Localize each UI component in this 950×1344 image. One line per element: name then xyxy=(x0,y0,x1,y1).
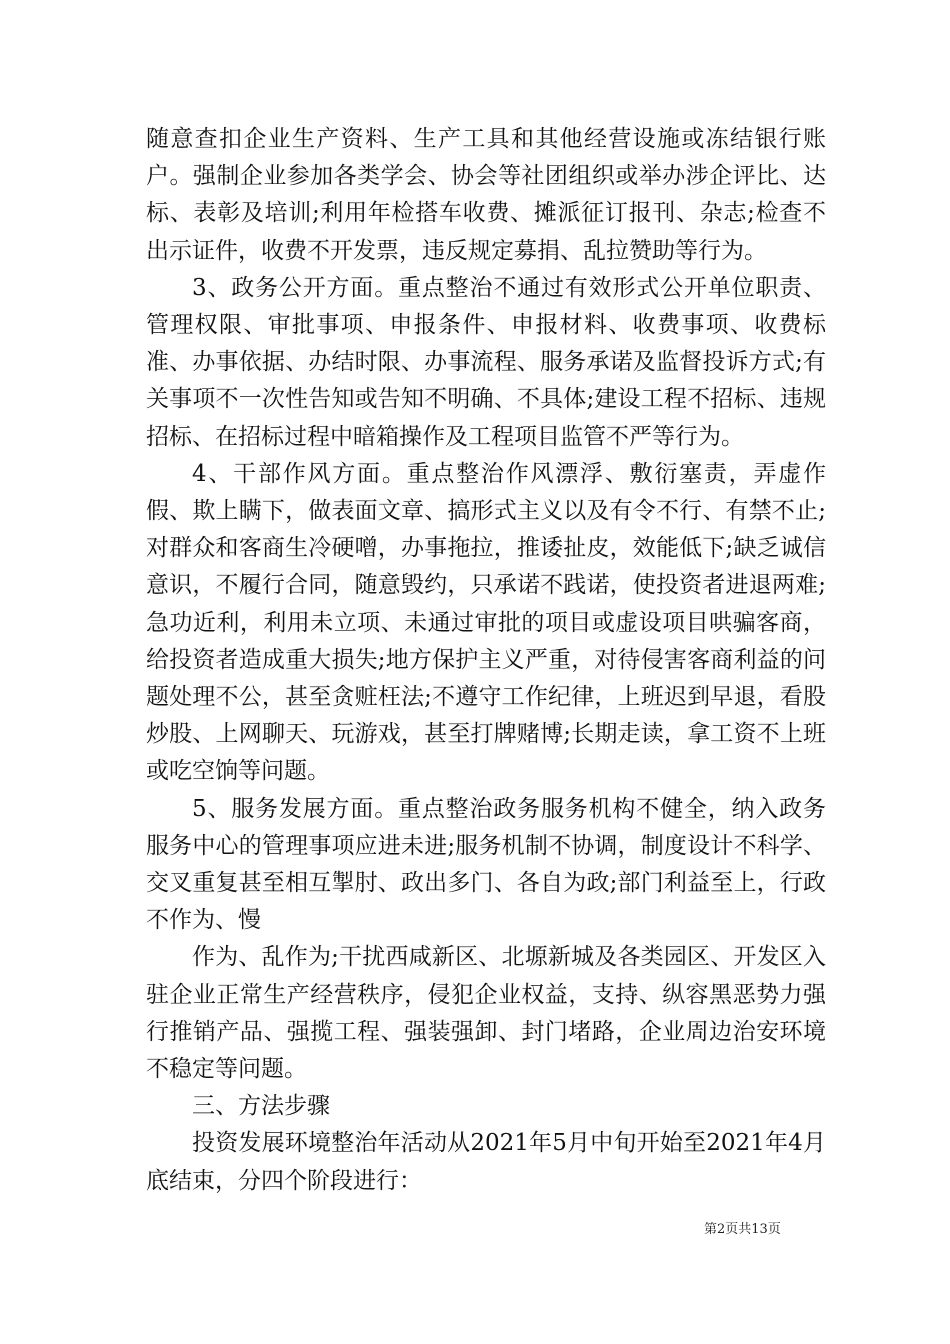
page-number: 第2页共13页 xyxy=(704,1222,781,1237)
paragraph-3: 4、干部作风方面。重点整治作风漂浮、敷衍塞责，弄虚作假、欺上瞒下，做表面文章、搞形式主义以及有令不行、有禁不止;对群众和客商生冷硬噌，办事拖拉，推诿扯皮，效能低下;缺乏诚信意识，不履行合同，随意毁约，只承诺不践诺，使投资者进退两难;急功近利，利用未立项、未通过审批的项目或虚设项目哄骗客商，给投资者造成重大损失;地方保护主义严重，对待侵害客商利益的问题处理不公，甚至贪赃枉法;不遵守工作纪律，上班迟到早退，看股炒股、上网聊天、玩游戏，甚至打牌赌博;长期走读，拿工资不上班或吃空饷等问题。 xyxy=(146,460,826,785)
document-body xyxy=(146,121,826,1200)
paragraph-4: 5、服务发展方面。重点整治政务服务机构不健全，纳入政务服务中心的管理事项应进未进;服务机制不协调，制度设计不科学、交叉重复甚至相互掣肘、政出多门、各自为政;部门利益至上，行政不作为、慢 xyxy=(146,795,826,934)
section-heading: 三、方法步骤 xyxy=(192,1093,330,1120)
paragraph-6: 投资发展环境整治年活动从2021年5月中旬开始至2021年4月底结束，分四个阶段进行： xyxy=(146,1130,826,1194)
paragraph-1: 随意查扣企业生产资料、生产工具和其他经营设施或冻结银行账户。强制企业参加各类学会、协会等社团组织或举办涉企评比、达标、表彰及培训;利用年检搭车收费、摊派征订报刊、杂志;检查不出示证件，收费不开发票，违反规定募捐、乱拉赞助等行为。 xyxy=(146,126,826,264)
paragraph-5: 作为、乱作为;干扰西咸新区、北塬新城及各类园区、开发区入驻企业正常生产经营秩序，侵犯企业权益，支持、纵容黑恶势力强行推销产品、强揽工程、强装强卸、封门堵路，企业周边治安环境不稳定等问题。 xyxy=(146,944,826,1083)
paragraph-2: 3、政务公开方面。重点整治不通过有效形式公开单位职责、管理权限、审批事项、申报条件、申报材料、收费事项、收费标准、办事依据、办结时限、办事流程、服务承诺及监督投诉方式;有关事项不一次性告知或告知不明确、不具体;建设工程不招标、违规招标、在招标过程中暗箱操作及工程项目监管不严等行为。 xyxy=(146,274,826,450)
